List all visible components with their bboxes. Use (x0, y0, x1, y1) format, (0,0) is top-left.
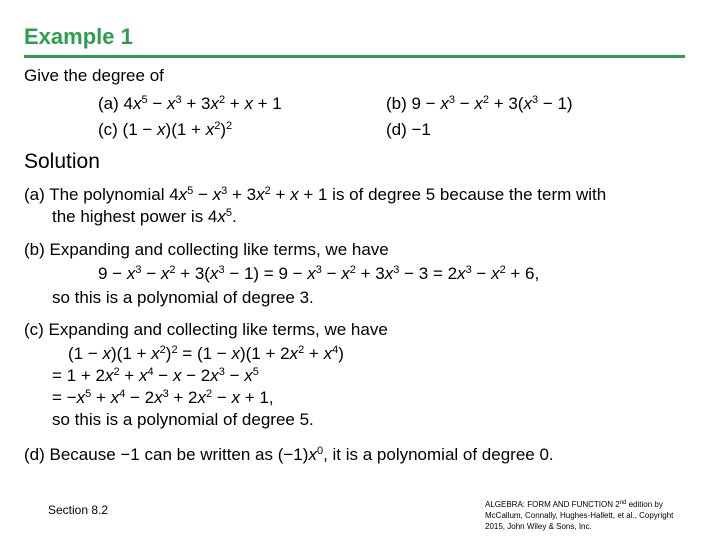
question-intro: Give the degree of (24, 66, 164, 85)
solution-heading: Solution (24, 150, 100, 173)
solution-c-line1: (c) Expanding and collecting like terms, we have (24, 320, 388, 339)
solution-b-line2: $9 - x^3 - x^2 + 3(x^3 - 1) = 9 - x^3 - x^2 + 3x^3 - 3 = 2x^3 - x^2 + 6$, (98, 264, 540, 283)
solution-a-line1: (a) The polynomial $4x^5 - x^3 + 3x^2 + x + 1$ is of degree 5 because the term with (24, 185, 607, 204)
footer-citation: ALGEBRA: FORM AND FUNCTION 2nd edition by McCallum, Connally, Hughes-Hallett, et al., Copyright 2015, John Wiley & Sons, Inc. (485, 500, 674, 531)
solution-c-line2: $(1 - x)(1 + x^2)^2 = (1 - x)(1 + 2x^2 + x^4)$ (68, 344, 344, 363)
solution-c-line4: = $-x^5 + x^4 - 2x^3 + 2x^2 - x + 1$, (52, 388, 274, 407)
solution-a-line2: the highest power is $4x^5$. (52, 207, 237, 226)
question-a: (a) $4x^5 - x^3 + 3x^2 + x + 1$ (98, 94, 282, 113)
solution-b-line1: (b) Expanding and collecting like terms, we have (24, 240, 389, 259)
solution-c-line3: = $1 + 2x^2 + x^4 - x - 2x^3 - x^5$ (52, 366, 259, 385)
question-c: (c) $(1 - x)(1 + x^2)^2$ (98, 120, 233, 139)
footer-section: Section 8.2 (48, 503, 109, 517)
solution-d-line1: (d) Because −1 can be written as $(-1)x^0$, it is a polynomial of degree 0. (24, 445, 554, 464)
question-b: (b) $9 - x^3 - x^2 + 3(x^3 - 1)$ (386, 94, 573, 113)
solution-c-line5: so this is a polynomial of degree 5. (52, 410, 314, 429)
page-title: Example 1 (24, 24, 133, 49)
solution-b-line3: so this is a polynomial of degree 3. (52, 288, 314, 307)
title-divider (24, 55, 685, 58)
question-d: (d) −1 (386, 120, 431, 139)
